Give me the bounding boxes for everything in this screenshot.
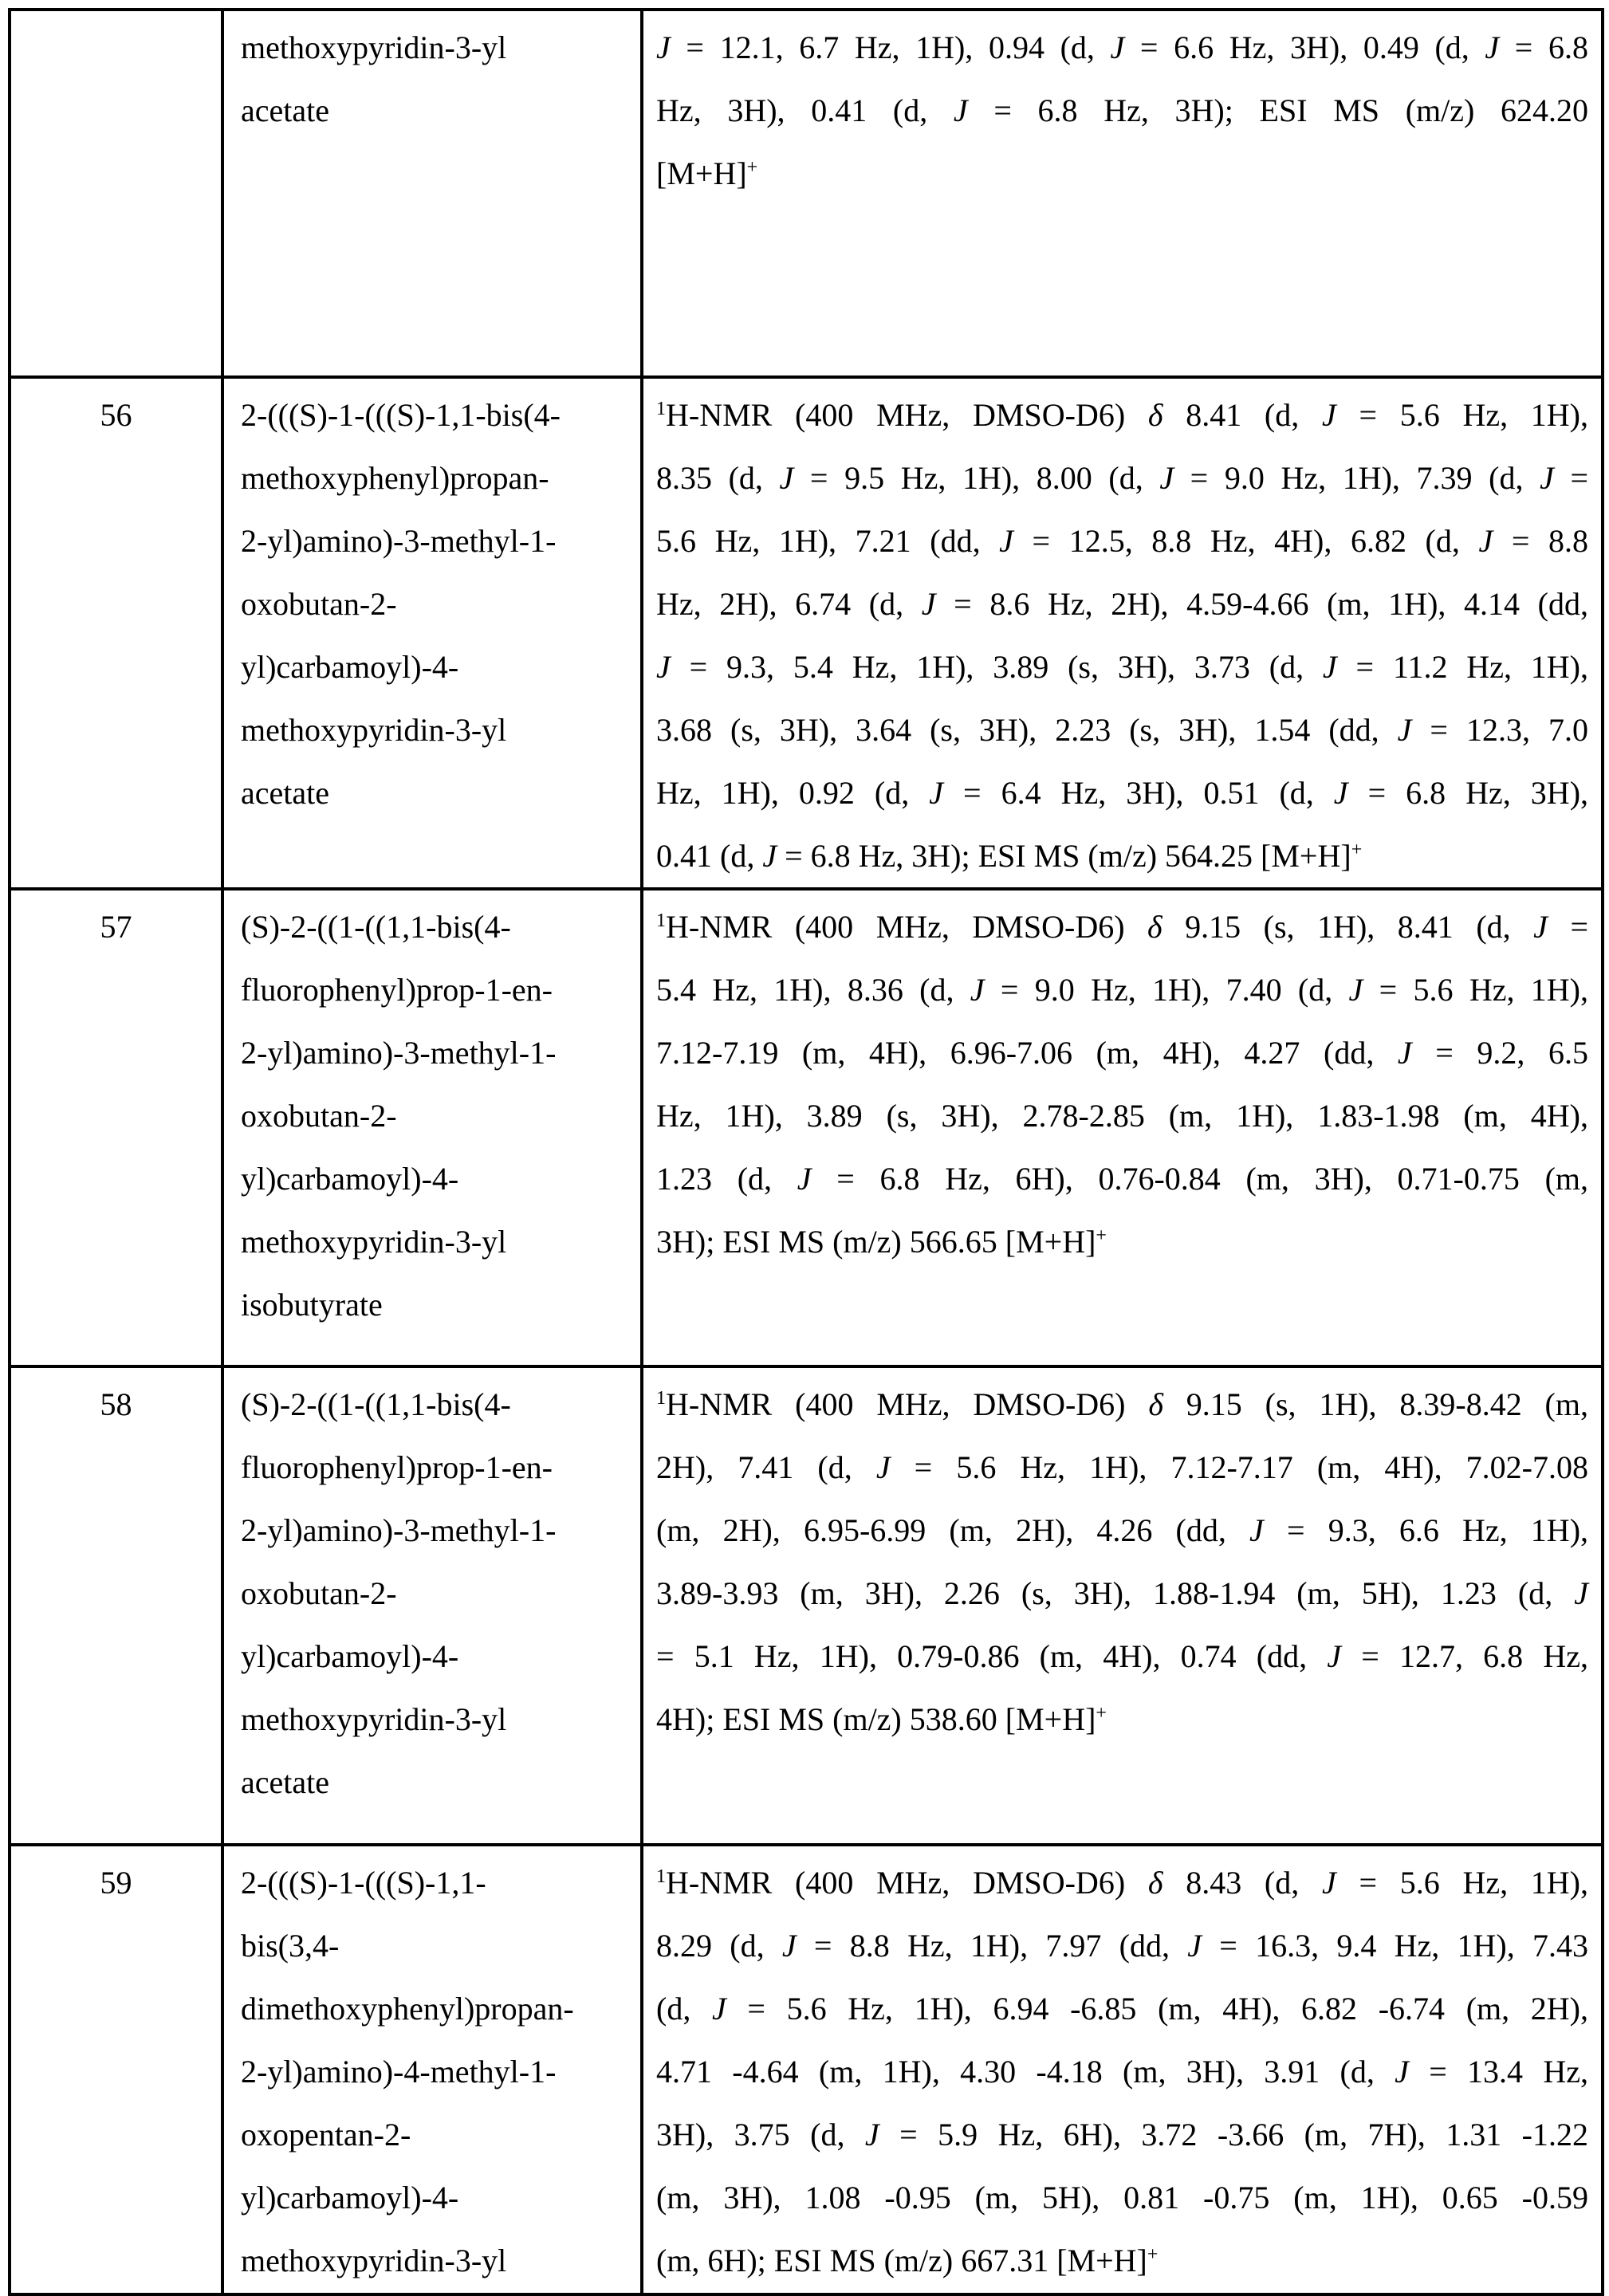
compound-name-line: bis(3,4-	[241, 1928, 340, 1964]
nmr-text-line: (m, 6H); ESI MS (m/z) 667.31 [M+H]+	[656, 2243, 1159, 2278]
nmr-text-line: (m, 3H), 1.08 -0.95 (m, 5H), 0.81 -0.75 (m, 1H), 0.65 -0.59	[656, 2180, 1588, 2215]
nmr-text-line: 7.12-7.19 (m, 4H), 6.96-7.06 (m, 4H), 4.27 (dd, J = 9.2, 6.5	[656, 1035, 1588, 1071]
nmr-text-line: 4H); ESI MS (m/z) 538.60 [M+H]+	[656, 1701, 1107, 1737]
nmr-ms-data-cell	[642, 1845, 1603, 2294]
example-number-cell: 56	[10, 377, 222, 889]
compound-name-cell	[222, 889, 642, 1366]
compound-name-line: (S)-2-((1-((1,1-bis(4-	[241, 1386, 511, 1422]
nmr-ms-data-cell	[642, 889, 1603, 1366]
compound-name-line: 2-(((S)-1-(((S)-1,1-	[241, 1865, 486, 1901]
compound-name-cell	[222, 10, 642, 377]
nmr-text-line: 2H), 7.41 (d, J = 5.6 Hz, 1H), 7.12-7.17 (m, 4H), 7.02-7.08	[656, 1449, 1589, 1485]
compound-name-line: acetate	[241, 775, 329, 811]
compound-name-cell	[222, 1366, 642, 1845]
compound-name-line: methoxypyridin-3-yl	[241, 1224, 507, 1260]
compound-name-cell	[222, 377, 642, 889]
nmr-text-line: 8.29 (d, J = 8.8 Hz, 1H), 7.97 (dd, J = 16.3, 9.4 Hz, 1H), 7.43	[656, 1928, 1588, 1964]
example-number-cell: 59	[10, 1845, 222, 2294]
compound-name-line: yl)carbamoyl)-4-	[241, 2180, 459, 2215]
compound-name-line: methoxypyridin-3-yl	[241, 2243, 507, 2278]
compound-name-line: yl)carbamoyl)-4-	[241, 1638, 459, 1674]
example-number-cell: 58	[10, 1366, 222, 1845]
nmr-ms-data-cell	[642, 1366, 1603, 1845]
example-number-cell	[10, 10, 222, 377]
compound-name-cell	[222, 1845, 642, 2294]
nmr-text-line: Hz, 3H), 0.41 (d, J = 6.8 Hz, 3H); ESI MS (m/z) 624.20	[656, 92, 1588, 128]
compound-name-line: yl)carbamoyl)-4-	[241, 649, 459, 685]
compound-name-line: acetate	[241, 92, 329, 128]
nmr-text-line: 5.6 Hz, 1H), 7.21 (dd, J = 12.5, 8.8 Hz, 4H), 6.82 (d, J = 8.8	[656, 523, 1588, 559]
nmr-text-line: J = 12.1, 6.7 Hz, 1H), 0.94 (d, J = 6.6 Hz, 3H), 0.49 (d, J = 6.8	[656, 29, 1588, 65]
compound-name-line: oxobutan-2-	[241, 1098, 397, 1134]
nmr-text-line: 3.89-3.93 (m, 3H), 2.26 (s, 3H), 1.88-1.94 (m, 5H), 1.23 (d, J	[656, 1575, 1588, 1611]
compound-name-line: methoxyphenyl)propan-	[241, 460, 549, 496]
nmr-text-line: Hz, 2H), 6.74 (d, J = 8.6 Hz, 2H), 4.59-4.66 (m, 1H), 4.14 (dd,	[656, 586, 1589, 622]
compound-name-line: dimethoxyphenyl)propan-	[241, 1991, 574, 2027]
nmr-text-line: 1.23 (d, J = 6.8 Hz, 6H), 0.76-0.84 (m, 3H), 0.71-0.75 (m,	[656, 1161, 1589, 1197]
compound-name-line: acetate	[241, 1764, 329, 1800]
nmr-text-line: 4.71 -4.64 (m, 1H), 4.30 -4.18 (m, 3H), 3.91 (d, J = 13.4 Hz,	[656, 2054, 1588, 2090]
nmr-ms-data-cell	[642, 10, 1603, 377]
compound-name-line: fluorophenyl)prop-1-en-	[241, 1449, 553, 1485]
nmr-text-line: 3H), 3.75 (d, J = 5.9 Hz, 6H), 3.72 -3.66 (m, 7H), 1.31 -1.22	[656, 2117, 1589, 2152]
compound-name-line: methoxypyridin-3-yl	[241, 29, 507, 65]
compound-name-line: oxobutan-2-	[241, 1575, 397, 1611]
nmr-text-line: (d, J = 5.6 Hz, 1H), 6.94 -6.85 (m, 4H), 6.82 -6.74 (m, 2H),	[656, 1991, 1588, 2027]
compound-name-line: 2-yl)amino)-3-methyl-1-	[241, 523, 557, 559]
nmr-text-line: $^1$H-NMR (400 MHz, DMSO-D6) δ 8.41 (d, J = 5.6 Hz, 1H),	[656, 397, 1589, 433]
nmr-text-line: $^1$H-NMR (400 MHz, DMSO-D6) δ 9.15 (s, 1H), 8.39-8.42 (m,	[656, 1386, 1588, 1422]
nmr-text-line: 8.35 (d, J = 9.5 Hz, 1H), 8.00 (d, J = 9.0 Hz, 1H), 7.39 (d, J =	[656, 460, 1589, 496]
compound-name-line: oxopentan-2-	[241, 2117, 411, 2152]
nmr-text-line: 0.41 (d, J = 6.8 Hz, 3H); ESI MS (m/z) 564.25 [M+H]+	[656, 838, 1363, 874]
table-row	[10, 377, 1603, 889]
table-row	[10, 889, 1603, 1366]
example-number-cell: 57	[10, 889, 222, 1366]
compound-name-line: (S)-2-((1-((1,1-bis(4-	[241, 909, 511, 945]
compound-name-line: yl)carbamoyl)-4-	[241, 1161, 459, 1197]
nmr-text-line: [M+H]+	[656, 155, 758, 191]
nmr-text-line: 3H); ESI MS (m/z) 566.65 [M+H]+	[656, 1224, 1107, 1260]
nmr-text-line: 5.4 Hz, 1H), 8.36 (d, J = 9.0 Hz, 1H), 7.40 (d, J = 5.6 Hz, 1H),	[656, 972, 1588, 1008]
compound-name-line: methoxypyridin-3-yl	[241, 1701, 507, 1737]
table-row	[10, 1845, 1603, 2294]
table-row	[10, 10, 1603, 377]
nmr-text-line: $^1$H-NMR (400 MHz, DMSO-D6) δ 9.15 (s, 1H), 8.41 (d, J =	[656, 909, 1588, 945]
compound-name-line: methoxypyridin-3-yl	[241, 712, 507, 748]
compound-name-line: 2-yl)amino)-3-methyl-1-	[241, 1035, 557, 1071]
table-row	[10, 1366, 1603, 1845]
nmr-text-line: Hz, 1H), 3.89 (s, 3H), 2.78-2.85 (m, 1H), 1.83-1.98 (m, 4H),	[656, 1098, 1588, 1134]
compound-name-line: oxobutan-2-	[241, 586, 397, 622]
nmr-text-line: = 5.1 Hz, 1H), 0.79-0.86 (m, 4H), 0.74 (dd, J = 12.7, 6.8 Hz,	[656, 1638, 1588, 1674]
table-body	[10, 10, 1603, 2294]
compound-name-line: 2-(((S)-1-(((S)-1,1-bis(4-	[241, 397, 561, 433]
nmr-ms-data-cell	[642, 377, 1603, 889]
compound-name-line: fluorophenyl)prop-1-en-	[241, 972, 553, 1008]
nmr-text-line: 3.68 (s, 3H), 3.64 (s, 3H), 2.23 (s, 3H), 1.54 (dd, J = 12.3, 7.0	[656, 712, 1588, 748]
compound-name-line: isobutyrate	[241, 1287, 383, 1323]
nmr-text-line: Hz, 1H), 0.92 (d, J = 6.4 Hz, 3H), 0.51 (d, J = 6.8 Hz, 3H),	[656, 775, 1589, 811]
nmr-text-line: J = 9.3, 5.4 Hz, 1H), 3.89 (s, 3H), 3.73 (d, J = 11.2 Hz, 1H),	[656, 649, 1589, 685]
compound-name-line: 2-yl)amino)-4-methyl-1-	[241, 2054, 557, 2090]
compound-characterization-table	[8, 8, 1604, 2296]
compound-name-line: 2-yl)amino)-3-methyl-1-	[241, 1512, 557, 1548]
nmr-text-line: (m, 2H), 6.95-6.99 (m, 2H), 4.26 (dd, J = 9.3, 6.6 Hz, 1H),	[656, 1512, 1589, 1548]
nmr-text-line: $^1$H-NMR (400 MHz, DMSO-D6) δ 8.43 (d, J = 5.6 Hz, 1H),	[656, 1865, 1589, 1901]
